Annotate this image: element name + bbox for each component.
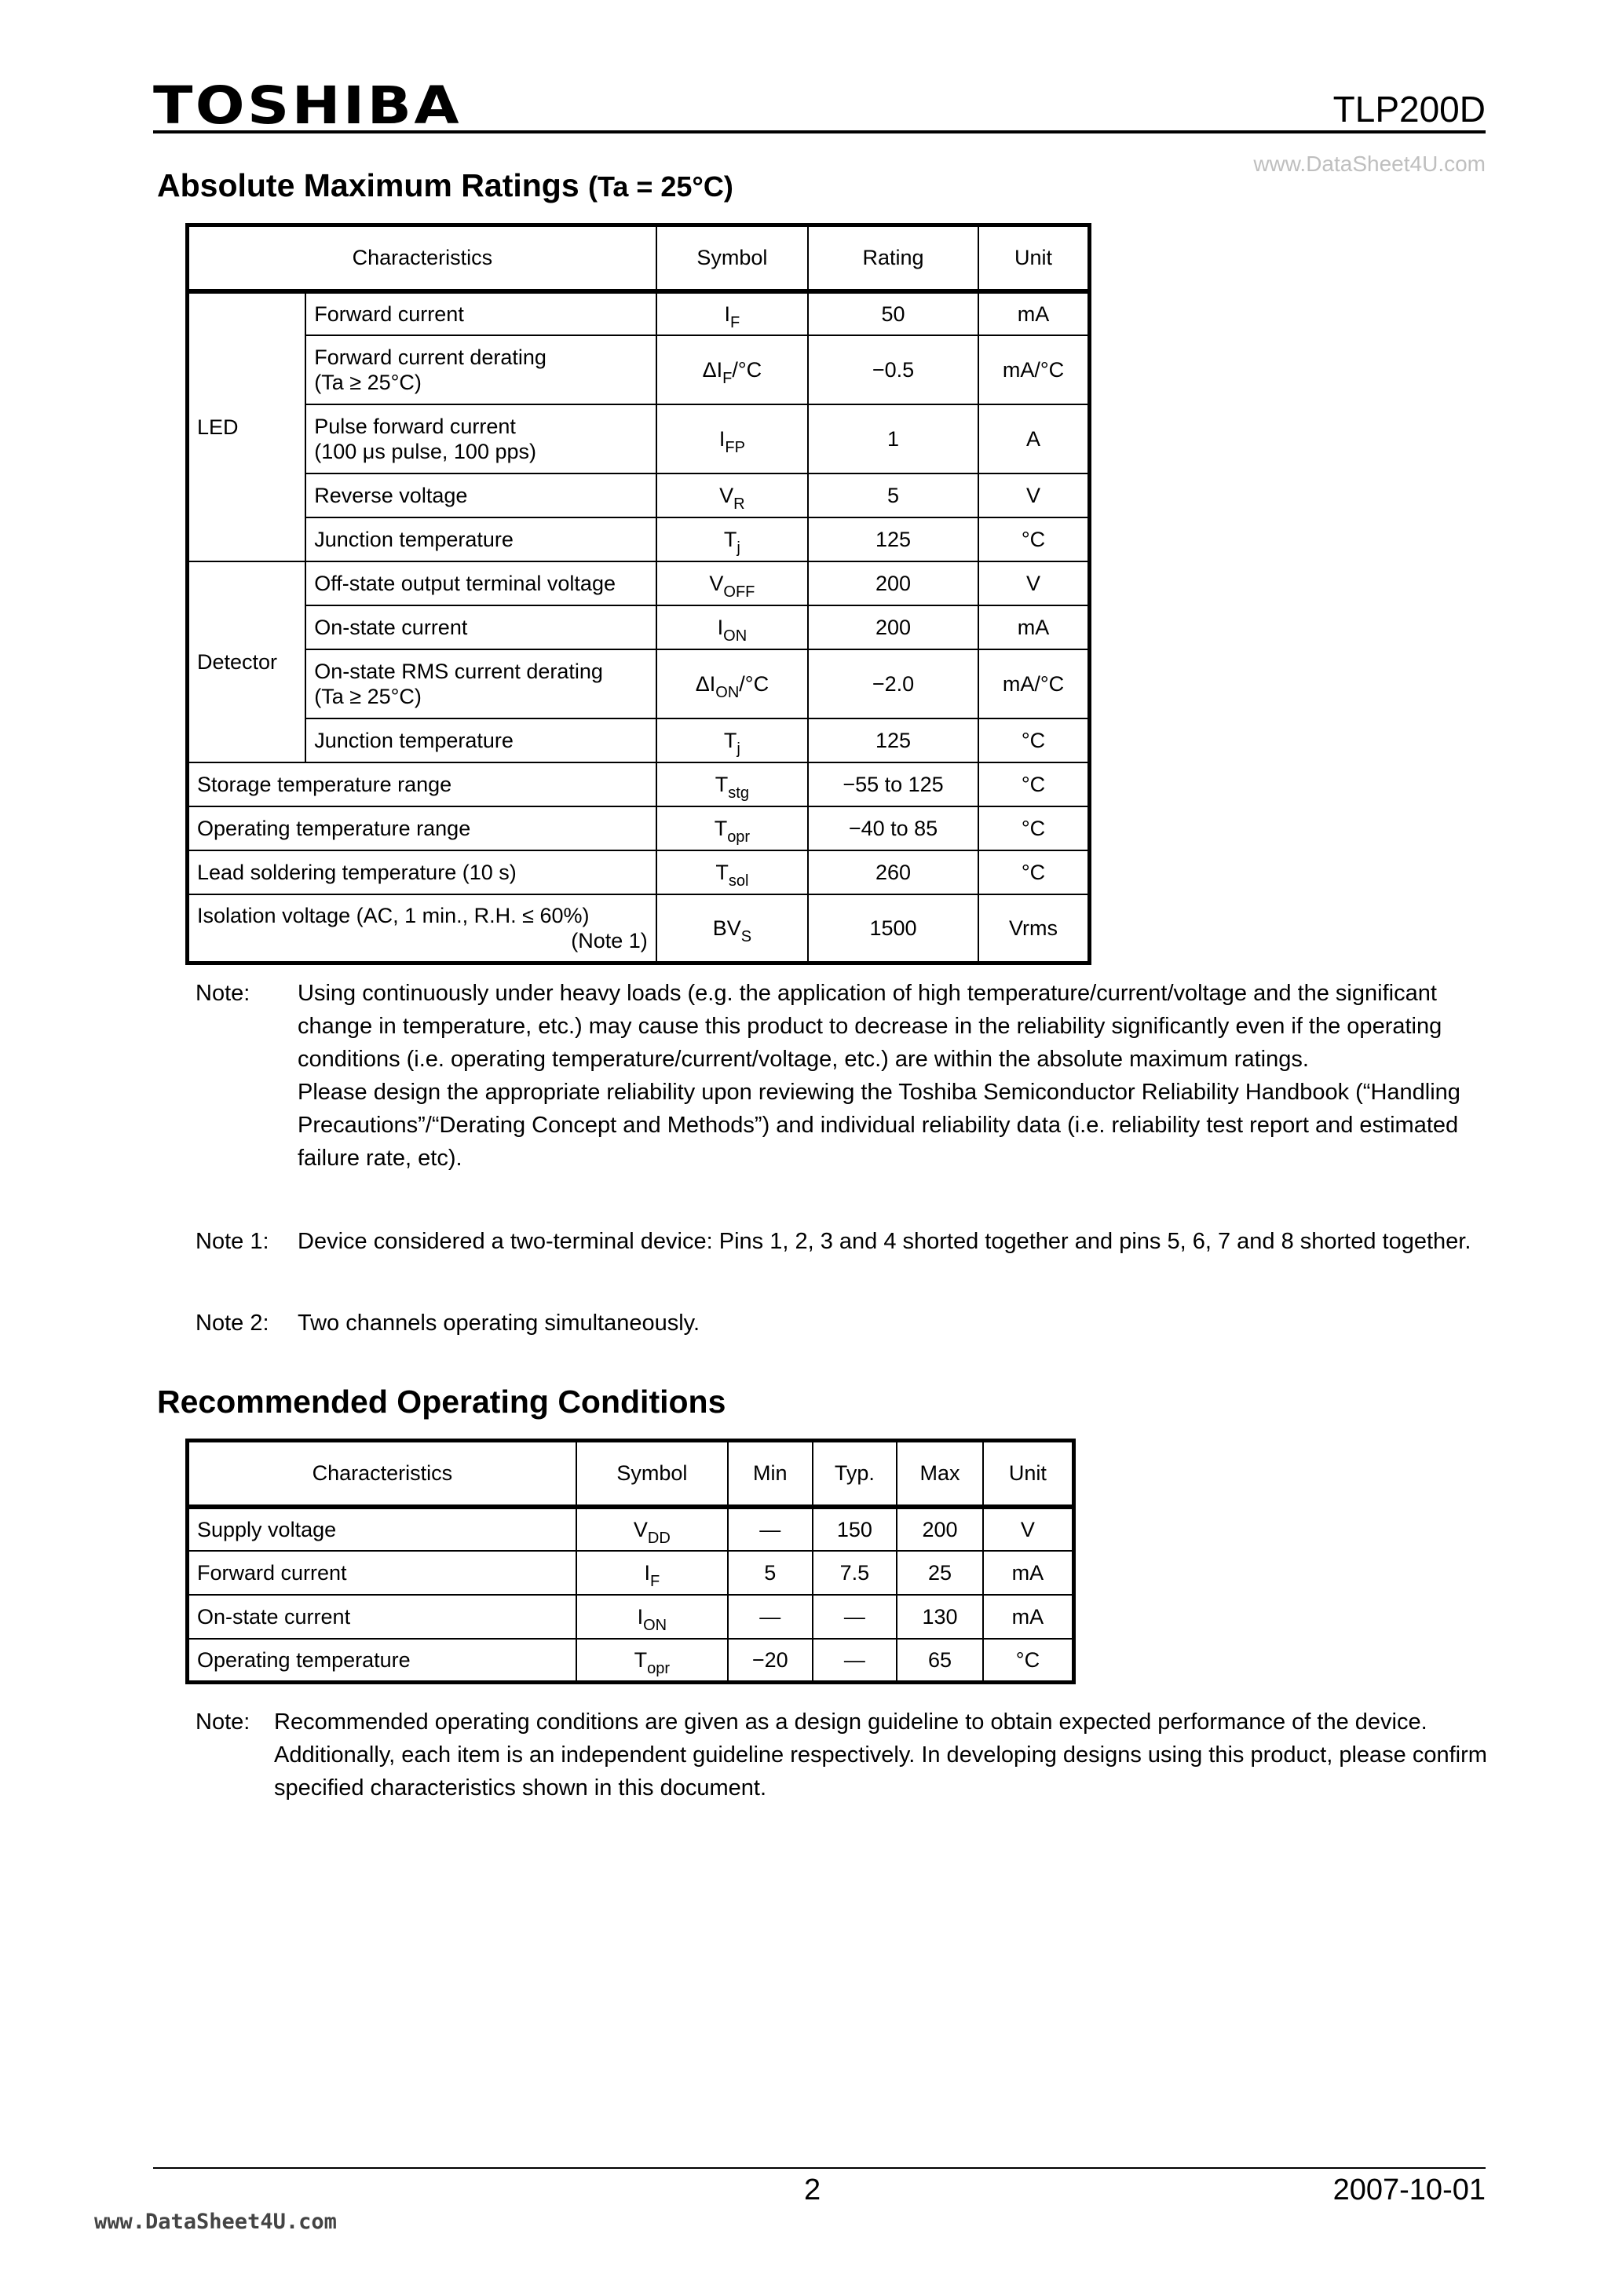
symbol-base: ΔI: [702, 357, 723, 382]
amr-symbol: [656, 850, 808, 894]
amr-title: [157, 167, 733, 204]
amr-char-line-1: Junction temperature: [314, 728, 514, 752]
roc-col-max: Max: [897, 1441, 983, 1507]
amr-col-unit: Unit: [978, 225, 1090, 291]
page-number: 2: [804, 2174, 821, 2206]
part-number: TLP200D: [1332, 89, 1486, 130]
roc-col-characteristics: Characteristics: [188, 1441, 576, 1507]
symbol-base: T: [634, 1647, 648, 1672]
amr-unit: V: [978, 473, 1090, 517]
symbol-suffix: /°C: [732, 357, 762, 382]
symbol-base: T: [723, 728, 737, 752]
amr-unit: mA/°C: [978, 649, 1090, 718]
amr-unit: V: [978, 561, 1090, 605]
amr-char-line-1: Forward current derating: [314, 345, 546, 369]
note-paragraph-2: Please design the appropriate reliability upon reviewing the Toshiba Semiconductor Reliability Handbook (“Handling Precautions”/“Derating Concept and Methods”) and individual reliability data (i.e. reliability test report and estimated failure rate, etc).: [298, 1080, 1460, 1171]
symbol-base: I: [724, 302, 731, 326]
amr-characteristic: [188, 894, 656, 963]
roc-table: [185, 1439, 1076, 1684]
note-2-text: Two channels operating simultaneously.: [298, 1311, 700, 1336]
amr-characteristic: [305, 404, 656, 473]
roc-characteristic: Operating temperature: [188, 1639, 576, 1683]
amr-row: [188, 605, 1090, 649]
amr-col-rating: Rating: [808, 225, 978, 291]
roc-max: 65: [897, 1639, 983, 1683]
note-2-label: Note 2:: [196, 1311, 269, 1336]
roc-characteristic: Supply voltage: [188, 1507, 576, 1551]
amr-characteristic: [305, 517, 656, 561]
symbol-base: I: [644, 1560, 650, 1585]
amr-char-line-1: Reverse voltage: [314, 483, 468, 507]
amr-symbol: [656, 605, 808, 649]
roc-min: —: [728, 1595, 813, 1639]
footer-rule: [153, 2167, 1486, 2169]
symbol-subscript: j: [737, 740, 740, 758]
amr-rating: 1: [808, 404, 978, 473]
amr-characteristic: [305, 335, 656, 404]
amr-symbol: [656, 561, 808, 605]
amr-rating: 5: [808, 473, 978, 517]
symbol-base: I: [717, 615, 724, 639]
amr-characteristic: [305, 473, 656, 517]
note-2: [196, 1307, 1491, 1342]
group-led: LED: [188, 291, 306, 561]
amr-unit: mA: [978, 605, 1090, 649]
amr-title-text: Absolute Maximum Ratings: [157, 167, 579, 203]
roc-row: [188, 1551, 1074, 1595]
amr-char-line-2: (Ta ≥ 25°C): [314, 684, 422, 708]
roc-typ: —: [813, 1595, 897, 1639]
symbol-subscript: opr: [727, 828, 751, 846]
roc-row: [188, 1639, 1074, 1683]
amr-note: [196, 977, 1491, 1212]
amr-rating: −2.0: [808, 649, 978, 718]
amr-rating: 200: [808, 605, 978, 649]
note-1-label: Note 1:: [196, 1229, 269, 1254]
amr-row: [188, 473, 1090, 517]
amr-row: [188, 850, 1090, 894]
roc-unit: mA: [983, 1595, 1074, 1639]
amr-char-line-1: On-state RMS current derating: [314, 659, 603, 683]
amr-row: [188, 894, 1090, 963]
amr-symbol: [656, 335, 808, 404]
amr-rating: 260: [808, 850, 978, 894]
roc-note: [196, 1706, 1491, 1808]
symbol-base: V: [719, 483, 734, 507]
amr-unit: °C: [978, 762, 1090, 806]
roc-min: 5: [728, 1551, 813, 1595]
note-label: Note:: [196, 981, 250, 1006]
roc-col-typ: Typ.: [813, 1441, 897, 1507]
amr-characteristic: [305, 605, 656, 649]
amr-symbol: [656, 649, 808, 718]
roc-symbol: [576, 1595, 728, 1639]
note-1: [196, 1225, 1491, 1296]
amr-char-line-1: Pulse forward current: [314, 414, 516, 438]
amr-symbol: [656, 806, 808, 850]
roc-note-label: Note:: [196, 1709, 250, 1735]
symbol-subscript: OFF: [723, 583, 755, 601]
group-detector: Detector: [188, 561, 306, 762]
amr-char-line-1: Isolation voltage (AC, 1 min., R.H. ≤ 60%): [197, 903, 590, 927]
symbol-base: V: [709, 571, 724, 595]
roc-max: 130: [897, 1595, 983, 1639]
roc-row: [188, 1595, 1074, 1639]
roc-characteristic: On-state current: [188, 1595, 576, 1639]
symbol-subscript: stg: [728, 784, 749, 802]
amr-unit: mA: [978, 291, 1090, 335]
roc-title: Recommended Operating Conditions: [157, 1384, 726, 1420]
roc-typ: 7.5: [813, 1551, 897, 1595]
roc-min: −20: [728, 1639, 813, 1683]
note-paragraph-1: Using continuously under heavy loads (e.g. the application of high temperature/current/voltage and the significant change in temperature, etc.) may cause this product to decrease in the reliability significantly even if the operating conditions (i.e. operating temperature/current/voltage, etc.) are within the absolute maximum ratings.: [298, 981, 1442, 1072]
watermark-top: www.DataSheet4U.com: [1253, 152, 1486, 176]
document-date: 2007-10-01: [1332, 2174, 1486, 2206]
symbol-subscript: F: [722, 369, 733, 387]
symbol-base: T: [715, 860, 729, 884]
roc-header-row: [188, 1441, 1074, 1507]
roc-symbol: [576, 1639, 728, 1683]
amr-rating: −40 to 85: [808, 806, 978, 850]
symbol-subscript: DD: [647, 1529, 671, 1547]
amr-rating: −0.5: [808, 335, 978, 404]
symbol-subscript: S: [740, 927, 752, 945]
roc-min: —: [728, 1507, 813, 1551]
symbol-subscript: sol: [728, 872, 749, 890]
amr-col-symbol: Symbol: [656, 225, 808, 291]
roc-symbol: [576, 1507, 728, 1551]
amr-symbol: [656, 718, 808, 762]
symbol-subscript: FP: [725, 438, 745, 456]
amr-characteristic: [188, 850, 656, 894]
amr-unit: Vrms: [978, 894, 1090, 963]
amr-symbol: [656, 517, 808, 561]
amr-char-line-1: On-state current: [314, 615, 468, 639]
amr-symbol: [656, 404, 808, 473]
toshiba-logo: TOSHIBA: [153, 75, 462, 136]
amr-rating: −55 to 125: [808, 762, 978, 806]
roc-characteristic: Forward current: [188, 1551, 576, 1595]
symbol-subscript: R: [733, 495, 745, 513]
amr-characteristic: [305, 291, 656, 335]
amr-char-line-2: (Ta ≥ 25°C): [314, 370, 422, 394]
amr-characteristic: [188, 806, 656, 850]
amr-unit: °C: [978, 517, 1090, 561]
amr-row: [188, 806, 1090, 850]
amr-header-row: [188, 225, 1090, 291]
amr-rating: 200: [808, 561, 978, 605]
amr-unit: °C: [978, 850, 1090, 894]
symbol-base: T: [714, 816, 728, 840]
amr-row: [188, 404, 1090, 473]
roc-note-text: Recommended operating conditions are given as a design guideline to obtain expected performance of the device. Additionally, each item is an independent guideline respectively. In developing designs using this product, please confirm specified characteristics shown in this document.: [274, 1709, 1487, 1801]
roc-symbol: [576, 1551, 728, 1595]
amr-char-line-1: Junction temperature: [314, 527, 514, 551]
roc-unit: mA: [983, 1551, 1074, 1595]
amr-row: [188, 561, 1090, 605]
symbol-subscript: F: [730, 313, 740, 331]
roc-col-unit: Unit: [983, 1441, 1074, 1507]
amr-characteristic: [305, 718, 656, 762]
amr-row: [188, 517, 1090, 561]
watermark-bottom: www.DataSheet4U.com: [94, 2210, 337, 2234]
amr-char-line-1: Forward current: [314, 302, 464, 326]
amr-unit: mA/°C: [978, 335, 1090, 404]
symbol-base: T: [715, 772, 729, 796]
amr-char-line-2: (100 μs pulse, 100 pps): [314, 439, 536, 463]
symbol-subscript: ON: [723, 627, 748, 645]
amr-char-line-1: Storage temperature range: [197, 772, 452, 796]
amr-rating: 50: [808, 291, 978, 335]
symbol-subscript: opr: [647, 1659, 671, 1677]
amr-unit: °C: [978, 806, 1090, 850]
amr-condition: (Ta = 25°C): [588, 170, 733, 203]
amr-row: [188, 335, 1090, 404]
symbol-base: I: [637, 1604, 644, 1629]
symbol-base: I: [718, 426, 726, 451]
amr-row: [188, 718, 1090, 762]
amr-characteristic: [305, 561, 656, 605]
amr-symbol: [656, 894, 808, 963]
symbol-subscript: j: [737, 539, 740, 557]
note-1-text: Device considered a two-terminal device: Pins 1, 2, 3 and 4 shorted together and pins 5, 6, 7 and 8 shorted together.: [298, 1229, 1471, 1254]
symbol-base: V: [633, 1517, 648, 1541]
roc-max: 200: [897, 1507, 983, 1551]
roc-typ: 150: [813, 1507, 897, 1551]
symbol-subscript: ON: [643, 1616, 667, 1634]
amr-characteristic: [188, 762, 656, 806]
roc-unit: °C: [983, 1639, 1074, 1683]
amr-rating: 1500: [808, 894, 978, 963]
amr-row: [188, 291, 1090, 335]
roc-col-min: Min: [728, 1441, 813, 1507]
amr-characteristic: [305, 649, 656, 718]
amr-symbol: [656, 473, 808, 517]
amr-rating: 125: [808, 517, 978, 561]
amr-col-characteristics: Characteristics: [188, 225, 656, 291]
symbol-suffix: /°C: [739, 671, 769, 696]
roc-col-symbol: Symbol: [576, 1441, 728, 1507]
roc-unit: V: [983, 1507, 1074, 1551]
symbol-base: T: [723, 527, 737, 551]
roc-typ: —: [813, 1639, 897, 1683]
symbol-base: ΔI: [695, 671, 716, 696]
amr-char-line-1: Operating temperature range: [197, 816, 471, 840]
amr-row: [188, 649, 1090, 718]
amr-char-line-2: (Note 1): [571, 928, 648, 952]
symbol-subscript: F: [649, 1572, 660, 1590]
amr-unit: °C: [978, 718, 1090, 762]
symbol-base: BV: [712, 916, 741, 940]
amr-symbol: [656, 291, 808, 335]
roc-row: [188, 1507, 1074, 1551]
header-rule: [153, 130, 1486, 133]
amr-rating: 125: [808, 718, 978, 762]
roc-max: 25: [897, 1551, 983, 1595]
amr-symbol: [656, 762, 808, 806]
amr-unit: A: [978, 404, 1090, 473]
amr-char-line-1: Off-state output terminal voltage: [314, 571, 616, 595]
symbol-subscript: ON: [715, 683, 740, 701]
amr-char-line-1: Lead soldering temperature (10 s): [197, 860, 517, 884]
amr-table: [185, 223, 1091, 965]
amr-row: [188, 762, 1090, 806]
